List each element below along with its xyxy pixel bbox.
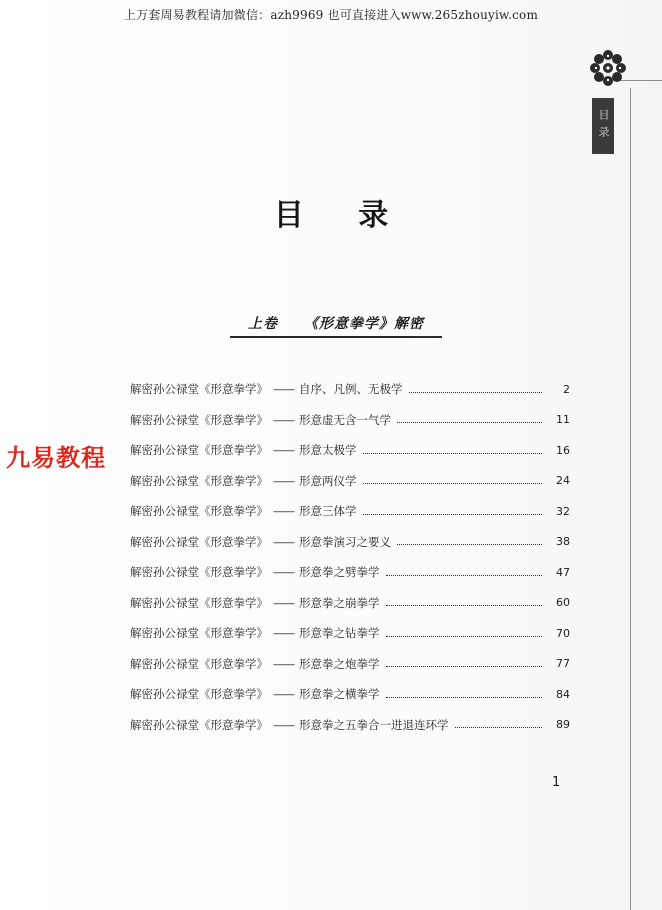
dot-leader bbox=[397, 422, 542, 423]
dot-leader bbox=[386, 666, 543, 667]
toc-entry-prefix: 解密孙公禄堂《形意拳学》 bbox=[130, 656, 268, 671]
toc-entry[interactable] bbox=[130, 466, 570, 497]
flower-ornament-icon bbox=[588, 48, 628, 88]
dot-leader bbox=[455, 727, 543, 728]
toc-entry-topic: 形意拳之炮拳学 bbox=[299, 656, 380, 671]
toc-entry-prefix: 解密孙公禄堂《形意拳学》 bbox=[130, 412, 268, 427]
toc-entry-topic: 形意拳之五拳合一进退连环学 bbox=[299, 717, 449, 732]
section-underline bbox=[230, 336, 442, 338]
toc-entry-dash: —— bbox=[273, 687, 294, 702]
toc-entry-topic: 形意虚无含一气学 bbox=[299, 412, 391, 427]
page-title: 目 录 bbox=[273, 198, 411, 233]
toc-entry[interactable] bbox=[130, 710, 570, 741]
toc-entry[interactable] bbox=[130, 374, 570, 405]
dot-leader bbox=[363, 453, 543, 454]
toc-entry-dash: —— bbox=[273, 412, 294, 427]
dot-leader bbox=[386, 697, 543, 698]
dot-leader bbox=[363, 514, 543, 515]
page-number: 1 bbox=[552, 775, 561, 790]
toc-entry[interactable] bbox=[130, 679, 570, 710]
toc-entry-topic: 形意两仪学 bbox=[299, 473, 357, 488]
toc-entry-prefix: 解密孙公禄堂《形意拳学》 bbox=[130, 473, 268, 488]
toc-entry[interactable] bbox=[130, 405, 570, 436]
toc-entry-page: 70 bbox=[556, 626, 570, 640]
toc-entry-dash: —— bbox=[273, 534, 294, 549]
chapter-side-tab: 目录 bbox=[592, 98, 614, 154]
toc-entry-page: 77 bbox=[556, 657, 570, 671]
toc-entry-dash: —— bbox=[273, 656, 294, 671]
toc-entry-topic: 形意拳之钻拳学 bbox=[299, 626, 380, 641]
dot-leader bbox=[363, 483, 543, 484]
dot-leader bbox=[386, 605, 543, 606]
section-name: 《形意拳学》解密 bbox=[304, 316, 424, 332]
toc-entry-page: 84 bbox=[556, 687, 570, 701]
table-of-contents bbox=[130, 374, 570, 740]
toc-entry-topic: 形意拳之横拳学 bbox=[299, 687, 380, 702]
toc-entry-dash: —— bbox=[273, 626, 294, 641]
toc-entry-page: 24 bbox=[556, 474, 570, 488]
section-header bbox=[230, 313, 442, 338]
toc-entry-topic: 形意拳之崩拳学 bbox=[299, 595, 380, 610]
dot-leader bbox=[409, 392, 543, 393]
toc-entry-page: 60 bbox=[556, 596, 570, 610]
toc-entry-page: 47 bbox=[556, 565, 570, 579]
toc-entry[interactable] bbox=[130, 618, 570, 649]
toc-entry-dash: —— bbox=[273, 504, 294, 519]
toc-entry-prefix: 解密孙公禄堂《形意拳学》 bbox=[130, 382, 268, 397]
toc-entry-topic: 形意拳之劈拳学 bbox=[299, 565, 380, 580]
toc-entry[interactable] bbox=[130, 435, 570, 466]
section-volume: 上卷 bbox=[248, 316, 278, 332]
dot-leader bbox=[386, 636, 543, 637]
toc-entry-page: 32 bbox=[556, 504, 570, 518]
top-watermark-text: 上万套周易教程请加微信：azh9969 也可直接进入www.265zhouyiw.com bbox=[123, 8, 539, 22]
toc-entry-page: 89 bbox=[556, 718, 570, 732]
toc-entry-dash: —— bbox=[273, 565, 294, 580]
toc-entry-topic: 形意拳演习之要义 bbox=[299, 534, 391, 549]
toc-entry[interactable] bbox=[130, 588, 570, 619]
dot-leader bbox=[386, 575, 543, 576]
brand-watermark: 九易教程 bbox=[6, 444, 106, 472]
dot-leader bbox=[397, 544, 542, 545]
toc-entry-page: 2 bbox=[563, 382, 570, 396]
toc-entry-dash: —— bbox=[273, 443, 294, 458]
toc-entry-page: 38 bbox=[556, 535, 570, 549]
toc-entry-prefix: 解密孙公禄堂《形意拳学》 bbox=[130, 504, 268, 519]
toc-entry-page: 11 bbox=[556, 413, 570, 427]
toc-entry[interactable] bbox=[130, 557, 570, 588]
toc-entry-page: 16 bbox=[556, 443, 570, 457]
toc-entry-prefix: 解密孙公禄堂《形意拳学》 bbox=[130, 595, 268, 610]
toc-entry-dash: —— bbox=[273, 595, 294, 610]
toc-entry-prefix: 解密孙公禄堂《形意拳学》 bbox=[130, 443, 268, 458]
toc-entry-topic: 形意太极学 bbox=[299, 443, 357, 458]
toc-entry-topic: 自序、凡例、无极学 bbox=[299, 382, 403, 397]
toc-entry-prefix: 解密孙公禄堂《形意拳学》 bbox=[130, 687, 268, 702]
toc-entry-prefix: 解密孙公禄堂《形意拳学》 bbox=[130, 534, 268, 549]
toc-entry[interactable] bbox=[130, 496, 570, 527]
toc-entry-dash: —— bbox=[273, 382, 294, 397]
toc-entry[interactable] bbox=[130, 527, 570, 558]
toc-entry-dash: —— bbox=[273, 473, 294, 488]
toc-entry[interactable] bbox=[130, 649, 570, 680]
toc-entry-prefix: 解密孙公禄堂《形意拳学》 bbox=[130, 626, 268, 641]
toc-entry-prefix: 解密孙公禄堂《形意拳学》 bbox=[130, 717, 268, 732]
toc-entry-prefix: 解密孙公禄堂《形意拳学》 bbox=[130, 565, 268, 580]
toc-entry-dash: —— bbox=[273, 717, 294, 732]
toc-entry-topic: 形意三体学 bbox=[299, 504, 357, 519]
